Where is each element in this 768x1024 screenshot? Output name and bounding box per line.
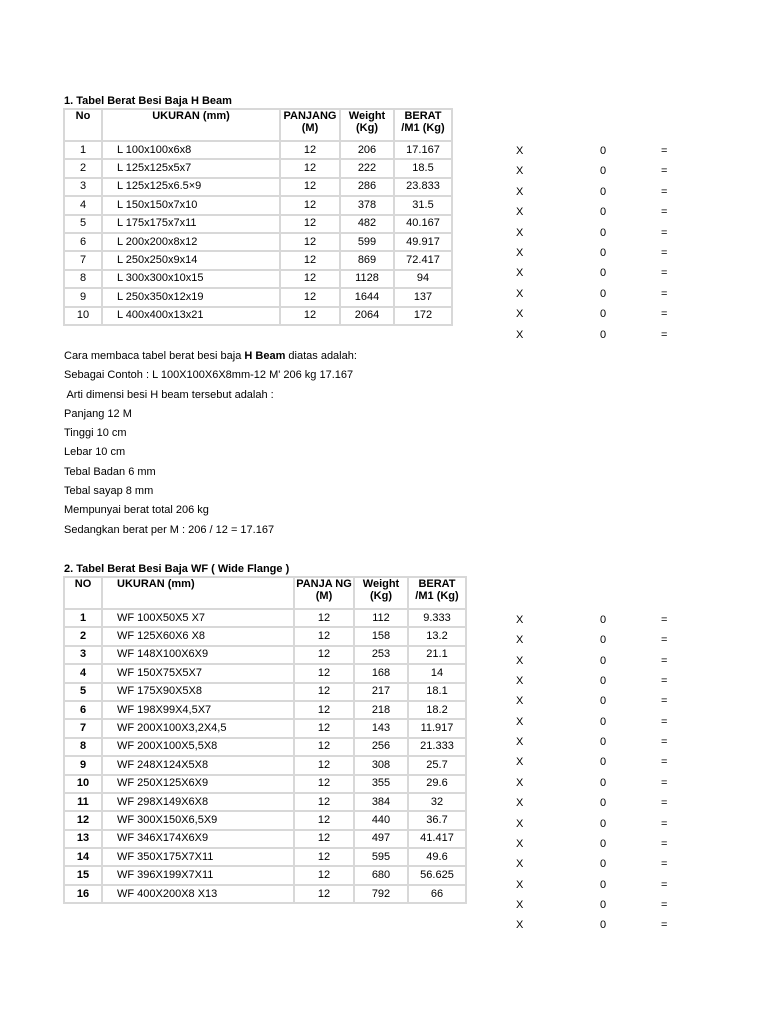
header-no: No — [64, 109, 102, 141]
row-berat: 11.917 — [408, 719, 466, 737]
row-no: 5 — [64, 683, 102, 701]
side-x-mark: X — [516, 328, 524, 341]
row-weight: 168 — [354, 664, 408, 682]
row-size: WF 400X200X8 X13 — [102, 885, 294, 903]
row-size: WF 125X60X6 X8 — [102, 627, 294, 645]
row-no: 6 — [64, 233, 102, 251]
side-equals: = — [661, 837, 668, 850]
wf-table — [63, 576, 467, 904]
table-row — [64, 775, 466, 793]
side-x-mark: X — [516, 715, 524, 728]
header-berat: BERAT /M1 (Kg) — [408, 577, 466, 609]
table-row — [64, 701, 466, 719]
notes-line: Tebal sayap 8 mm — [64, 485, 154, 498]
side-x-mark: X — [516, 878, 524, 891]
table-row — [64, 307, 452, 325]
side-x-mark: X — [516, 145, 524, 157]
table-row — [64, 646, 466, 664]
side-zero: 0 — [600, 756, 607, 769]
row-weight: 355 — [354, 775, 408, 793]
row-weight: 378 — [340, 196, 394, 214]
side-equals: = — [661, 614, 668, 626]
row-berat: 172 — [394, 307, 452, 325]
row-no: 5 — [64, 215, 102, 233]
row-weight: 680 — [354, 866, 408, 884]
hbeam-title: 1. Tabel Berat Besi Baja H Beam — [64, 95, 232, 107]
row-no: 16 — [64, 885, 102, 903]
notes-line: Sedangkan berat per M : 206 / 12 = 17.167 — [64, 523, 275, 536]
side-equals: = — [661, 695, 668, 708]
table-row — [64, 233, 452, 251]
row-no: 4 — [64, 196, 102, 214]
row-size: L 400x400x13x21 — [102, 307, 280, 325]
row-size: L 250x250x9x14 — [102, 251, 280, 269]
row-no: 9 — [64, 288, 102, 306]
row-size: WF 148X100X6X9 — [102, 646, 294, 664]
table-row — [64, 793, 466, 811]
row-size: L 200x200x8x12 — [102, 233, 280, 251]
side-zero: 0 — [600, 185, 607, 198]
header-length: PANJANG (M) — [280, 109, 340, 141]
row-size: L 175x175x7x11 — [102, 215, 280, 233]
side-x-mark: X — [516, 654, 524, 667]
row-size: L 125x125x5x7 — [102, 159, 280, 177]
row-berat: 36.7 — [408, 811, 466, 829]
side-zero: 0 — [600, 328, 607, 341]
table-row — [64, 848, 466, 866]
side-x-mark: X — [516, 634, 524, 647]
row-berat: 21.333 — [408, 738, 466, 756]
row-weight: 217 — [354, 683, 408, 701]
table-row — [64, 830, 466, 848]
table-row — [64, 866, 466, 884]
notes-line: Panjang 12 M — [64, 407, 132, 420]
side-equals: = — [661, 165, 668, 178]
side-equals: = — [661, 898, 668, 911]
row-berat: 23.833 — [394, 178, 452, 196]
row-no: 15 — [64, 866, 102, 884]
side-x-mark: X — [516, 308, 524, 321]
notes-intro: Cara membaca tabel berat besi baja H Beam diatas adalah: — [64, 350, 357, 362]
row-no: 3 — [64, 646, 102, 664]
row-berat: 17.167 — [394, 141, 452, 159]
row-weight: 256 — [354, 738, 408, 756]
side-zero: 0 — [600, 898, 607, 911]
row-size: L 300x300x10x15 — [102, 270, 280, 288]
row-length: 12 — [280, 141, 340, 159]
row-length: 12 — [294, 775, 354, 793]
side-zero: 0 — [600, 634, 607, 647]
table-row — [64, 609, 466, 627]
wf-title: 2. Tabel Berat Besi Baja WF ( Wide Flange ) — [64, 563, 290, 575]
header-berat: BERAT /M1 (Kg) — [394, 109, 452, 141]
side-equals: = — [661, 736, 668, 749]
row-no: 10 — [64, 307, 102, 325]
side-equals: = — [661, 287, 668, 300]
row-length: 12 — [294, 609, 354, 627]
table-row — [64, 811, 466, 829]
header-weight: Weight (Kg) — [354, 577, 408, 609]
row-berat: 49.917 — [394, 233, 452, 251]
row-berat: 72.417 — [394, 251, 452, 269]
row-length: 12 — [294, 683, 354, 701]
row-size: L 100x100x6x8 — [102, 141, 280, 159]
side-equals: = — [661, 858, 668, 871]
side-zero: 0 — [600, 919, 607, 932]
row-length: 12 — [294, 646, 354, 664]
row-no: 7 — [64, 719, 102, 737]
row-weight: 1128 — [340, 270, 394, 288]
row-berat: 13.2 — [408, 627, 466, 645]
row-size: WF 150X75X5X7 — [102, 664, 294, 682]
side-x-mark: X — [516, 736, 524, 749]
row-no: 3 — [64, 178, 102, 196]
side-x-mark: X — [516, 817, 524, 830]
side-x-mark: X — [516, 206, 524, 219]
table-row — [64, 288, 452, 306]
side-zero: 0 — [600, 614, 607, 626]
table-row — [64, 627, 466, 645]
side-equals: = — [661, 308, 668, 321]
side-x-mark: X — [516, 287, 524, 300]
row-no: 1 — [64, 609, 102, 627]
side-x-mark: X — [516, 267, 524, 280]
side-equals: = — [661, 226, 668, 239]
row-berat: 56.625 — [408, 866, 466, 884]
table-row — [64, 196, 452, 214]
side-zero: 0 — [600, 308, 607, 321]
side-zero: 0 — [600, 145, 607, 157]
header-length: PANJA NG (M) — [294, 577, 354, 609]
row-weight: 286 — [340, 178, 394, 196]
row-no: 13 — [64, 830, 102, 848]
row-berat: 18.1 — [408, 683, 466, 701]
row-length: 12 — [280, 307, 340, 325]
row-weight: 218 — [354, 701, 408, 719]
row-weight: 1644 — [340, 288, 394, 306]
row-size: WF 248X124X5X8 — [102, 756, 294, 774]
side-equals: = — [661, 715, 668, 728]
side-equals: = — [661, 654, 668, 667]
row-length: 12 — [294, 811, 354, 829]
row-length: 12 — [294, 664, 354, 682]
table-row — [64, 159, 452, 177]
row-length: 12 — [294, 719, 354, 737]
side-zero: 0 — [600, 206, 607, 219]
table-row — [64, 215, 452, 233]
side-equals: = — [661, 267, 668, 280]
notes-line: Sebagai Contoh : L 100X100X6X8mm-12 M' 206 kg 17.167 — [64, 369, 354, 382]
row-length: 12 — [280, 233, 340, 251]
side-x-mark: X — [516, 614, 524, 626]
side-equals: = — [661, 145, 668, 157]
row-weight: 143 — [354, 719, 408, 737]
row-length: 12 — [280, 178, 340, 196]
row-berat: 14 — [408, 664, 466, 682]
side-x-mark: X — [516, 695, 524, 708]
side-x-mark: X — [516, 797, 524, 810]
side-zero: 0 — [600, 858, 607, 871]
table-row — [64, 270, 452, 288]
row-berat: 21.1 — [408, 646, 466, 664]
row-length: 12 — [280, 251, 340, 269]
row-weight: 792 — [354, 885, 408, 903]
row-size: WF 200X100X3,2X4,5 — [102, 719, 294, 737]
side-equals: = — [661, 756, 668, 769]
side-zero: 0 — [600, 226, 607, 239]
row-length: 12 — [280, 270, 340, 288]
row-size: WF 396X199X7X11 — [102, 866, 294, 884]
row-berat: 31.5 — [394, 196, 452, 214]
side-x-mark: X — [516, 165, 524, 178]
row-berat: 25.7 — [408, 756, 466, 774]
row-size: WF 198X99X4,5X7 — [102, 701, 294, 719]
row-berat: 32 — [408, 793, 466, 811]
notes — [64, 347, 357, 540]
row-length: 12 — [294, 830, 354, 848]
row-length: 12 — [280, 288, 340, 306]
row-length: 12 — [280, 196, 340, 214]
side-zero: 0 — [600, 247, 607, 259]
side-zero: 0 — [600, 797, 607, 810]
row-no: 10 — [64, 775, 102, 793]
row-length: 12 — [294, 848, 354, 866]
row-berat: 9.333 — [408, 609, 466, 627]
side-x-mark: X — [516, 858, 524, 871]
side-x-mark: X — [516, 247, 524, 259]
row-size: WF 175X90X5X8 — [102, 683, 294, 701]
row-no: 7 — [64, 251, 102, 269]
row-weight: 595 — [354, 848, 408, 866]
row-weight: 384 — [354, 793, 408, 811]
side-equals: = — [661, 797, 668, 810]
side-x-mark: X — [516, 185, 524, 198]
row-berat: 137 — [394, 288, 452, 306]
side-equals: = — [661, 247, 668, 259]
header-weight: Weight (Kg) — [340, 109, 394, 141]
row-no: 1 — [64, 141, 102, 159]
row-size: L 150x150x7x10 — [102, 196, 280, 214]
row-berat: 41.417 — [408, 830, 466, 848]
row-weight: 497 — [354, 830, 408, 848]
row-size: WF 298X149X6X8 — [102, 793, 294, 811]
side-x-mark: X — [516, 226, 524, 239]
row-length: 12 — [280, 159, 340, 177]
notes-line: Arti dimensi besi H beam tersebut adalah : — [64, 388, 274, 401]
side-equals: = — [661, 634, 668, 647]
side-zero: 0 — [600, 776, 607, 789]
row-berat: 49.6 — [408, 848, 466, 866]
row-no: 9 — [64, 756, 102, 774]
row-weight: 308 — [354, 756, 408, 774]
table-row — [64, 251, 452, 269]
row-size: WF 350X175X7X11 — [102, 848, 294, 866]
row-size: WF 100X50X5 X7 — [102, 609, 294, 627]
row-no: 8 — [64, 270, 102, 288]
row-length: 12 — [294, 793, 354, 811]
row-no: 2 — [64, 159, 102, 177]
row-berat: 66 — [408, 885, 466, 903]
side-x-mark: X — [516, 919, 524, 932]
row-no: 12 — [64, 811, 102, 829]
row-size: WF 250X125X6X9 — [102, 775, 294, 793]
side-zero: 0 — [600, 287, 607, 300]
row-weight: 112 — [354, 609, 408, 627]
row-no: 2 — [64, 627, 102, 645]
row-weight: 440 — [354, 811, 408, 829]
side-equals: = — [661, 919, 668, 932]
row-length: 12 — [294, 866, 354, 884]
row-weight: 869 — [340, 251, 394, 269]
row-berat: 94 — [394, 270, 452, 288]
row-length: 12 — [294, 756, 354, 774]
side-x-mark: X — [516, 756, 524, 769]
row-no: 8 — [64, 738, 102, 756]
side-zero: 0 — [600, 654, 607, 667]
table-row — [64, 178, 452, 196]
side-x-mark: X — [516, 898, 524, 911]
side-zero: 0 — [600, 695, 607, 708]
table-row — [64, 756, 466, 774]
side-x-mark: X — [516, 675, 524, 688]
row-length: 12 — [294, 885, 354, 903]
header-size: UKURAN (mm) — [102, 577, 294, 609]
row-length: 12 — [294, 701, 354, 719]
notes-line: Lebar 10 cm — [64, 446, 126, 459]
row-size: WF 346X174X6X9 — [102, 830, 294, 848]
row-berat: 18.2 — [408, 701, 466, 719]
side-equals: = — [661, 675, 668, 688]
row-size: L 125x125x6.5×9 — [102, 178, 280, 196]
row-weight: 206 — [340, 141, 394, 159]
table-row — [64, 738, 466, 756]
row-weight: 2064 — [340, 307, 394, 325]
row-berat: 40.167 — [394, 215, 452, 233]
row-length: 12 — [294, 738, 354, 756]
row-weight: 158 — [354, 627, 408, 645]
side-zero: 0 — [600, 837, 607, 850]
side-x-mark: X — [516, 776, 524, 789]
table-row — [64, 664, 466, 682]
side-zero: 0 — [600, 165, 607, 178]
side-zero: 0 — [600, 878, 607, 891]
row-size: L 250x350x12x19 — [102, 288, 280, 306]
row-length: 12 — [280, 215, 340, 233]
row-size: WF 300X150X6,5X9 — [102, 811, 294, 829]
side-equals: = — [661, 878, 668, 891]
row-no: 6 — [64, 701, 102, 719]
hbeam-table — [63, 108, 453, 326]
table-row — [64, 719, 466, 737]
notes-line: Tebal Badan 6 mm — [64, 465, 156, 478]
row-no: 4 — [64, 664, 102, 682]
row-length: 12 — [294, 627, 354, 645]
row-no: 14 — [64, 848, 102, 866]
side-zero: 0 — [600, 675, 607, 688]
side-equals: = — [661, 776, 668, 789]
side-zero: 0 — [600, 736, 607, 749]
side-zero: 0 — [600, 267, 607, 280]
table-row — [64, 141, 452, 159]
row-weight: 222 — [340, 159, 394, 177]
table-row — [64, 885, 466, 903]
row-no: 11 — [64, 793, 102, 811]
notes-line: Mempunyai berat total 206 kg — [64, 504, 209, 517]
side-equals: = — [661, 817, 668, 830]
row-weight: 482 — [340, 215, 394, 233]
header-size: UKURAN (mm) — [102, 109, 280, 141]
row-size: WF 200X100X5,5X8 — [102, 738, 294, 756]
table-row — [64, 683, 466, 701]
notes-line: Tinggi 10 cm — [64, 427, 127, 440]
row-berat: 18.5 — [394, 159, 452, 177]
side-equals: = — [661, 206, 668, 219]
side-equals: = — [661, 185, 668, 198]
row-weight: 253 — [354, 646, 408, 664]
side-zero: 0 — [600, 715, 607, 728]
row-berat: 29.6 — [408, 775, 466, 793]
side-equals: = — [661, 328, 668, 341]
side-x-mark: X — [516, 837, 524, 850]
side-zero: 0 — [600, 817, 607, 830]
header-no: NO — [64, 577, 102, 609]
row-weight: 599 — [340, 233, 394, 251]
